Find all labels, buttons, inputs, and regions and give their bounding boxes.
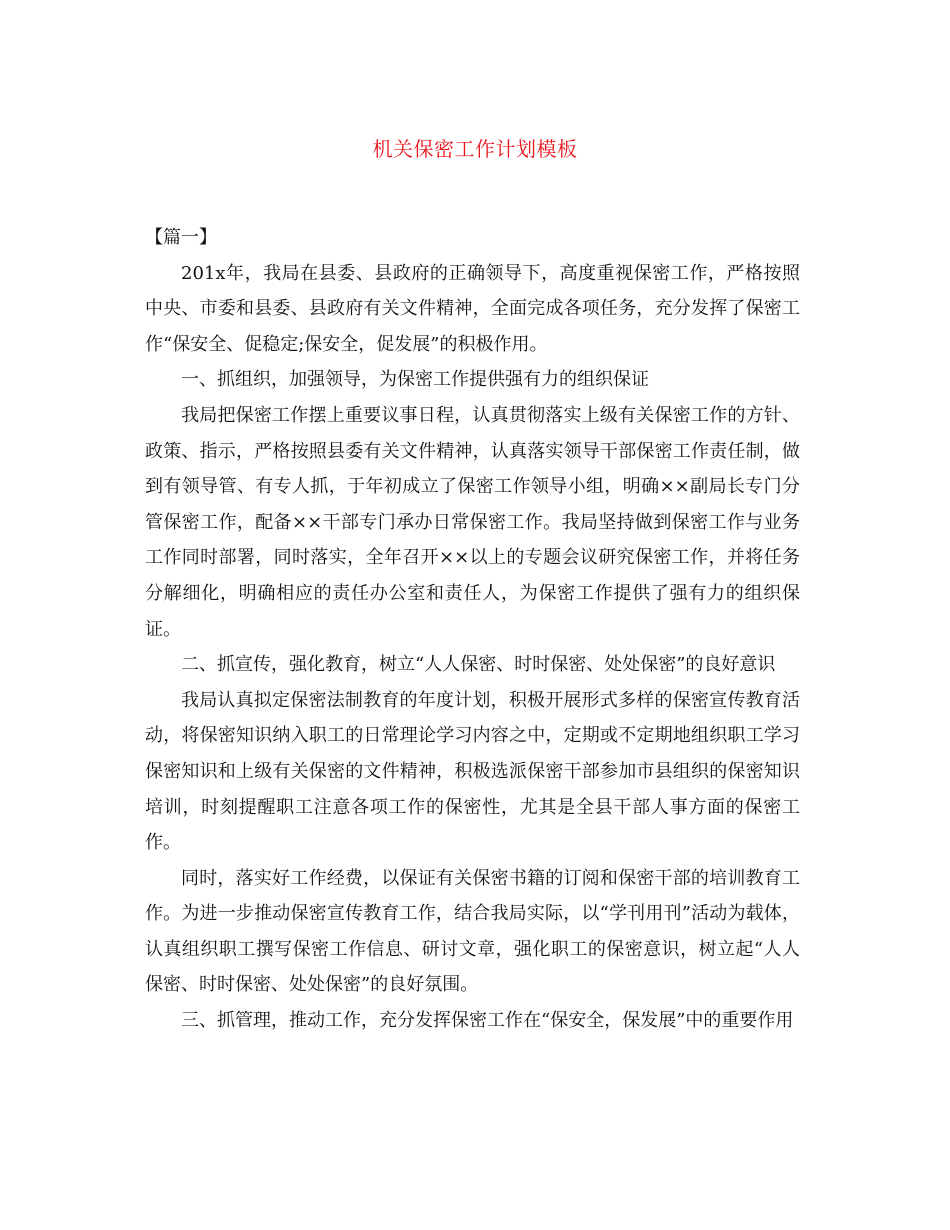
section-label-part-one: 【篇一】: [145, 227, 217, 248]
intro-paragraph: 201x年，我局在县委、县政府的正确领导下，高度重视保密工作，严格按照中央、市委和县委、县政府有关文件精神，全面完成各项任务，充分发挥了保密工作“保安全、促稳定;保安全，促发展”的积极作用。: [145, 262, 800, 355]
heading-one: 一、抓组织，加强领导，为保密工作提供强有力的组织保证: [181, 369, 649, 391]
paragraph-organization: 我局把保密工作摆上重要议事日程，认真贯彻落实上级有关保密工作的方针、政策、指示，严格按照县委有关文件精神，认真落实领导干部保密工作责任制，做到有领导管、有专人抓，于年初成立了保密工作领导小组，明确××副局长专门分管保密工作，配备××干部专门承办日常保密工作。我局坚持做到保密工作与业务工作同时部署，同时落实，全年召开××以上的专题会议研究保密工作，并将任务分解细化，明确相应的责任办公室和责任人，为保密工作提供了强有力的组织保证。: [145, 404, 800, 640]
heading-three: 三、抓管理，推动工作，充分发挥保密工作在“保安全，保发展”中的重要作用: [181, 1010, 794, 1032]
document-body: [145, 220, 800, 1039]
heading-two: 二、抓宣传，强化教育，树立“人人保密、时时保密、处处保密”的良好意识: [181, 654, 776, 676]
paragraph-education: 我局认真拟定保密法制教育的年度计划，积极开展形式多样的保密宣传教育活动，将保密知识纳入职工的日常理论学习内容之中，定期或不定期地组织职工学习保密知识和上级有关保密的文件精神，积极选派保密干部参加市县组织的保密知识培训，时刻提醒职工注意各项工作的保密性，尤其是全县干部人事方面的保密工作。: [145, 689, 800, 854]
paragraph-funding: 同时，落实好工作经费，以保证有关保密书籍的订阅和保密干部的培训教育工作。为进一步推动保密宣传教育工作，结合我局实际，以“学刊用刊”活动为载体，认真组织职工撰写保密工作信息、研讨文章，强化职工的保密意识，树立起“人人保密、时时保密、处处保密”的良好氛围。: [145, 867, 800, 996]
document-title: 机关保密工作计划模板: [372, 137, 578, 161]
